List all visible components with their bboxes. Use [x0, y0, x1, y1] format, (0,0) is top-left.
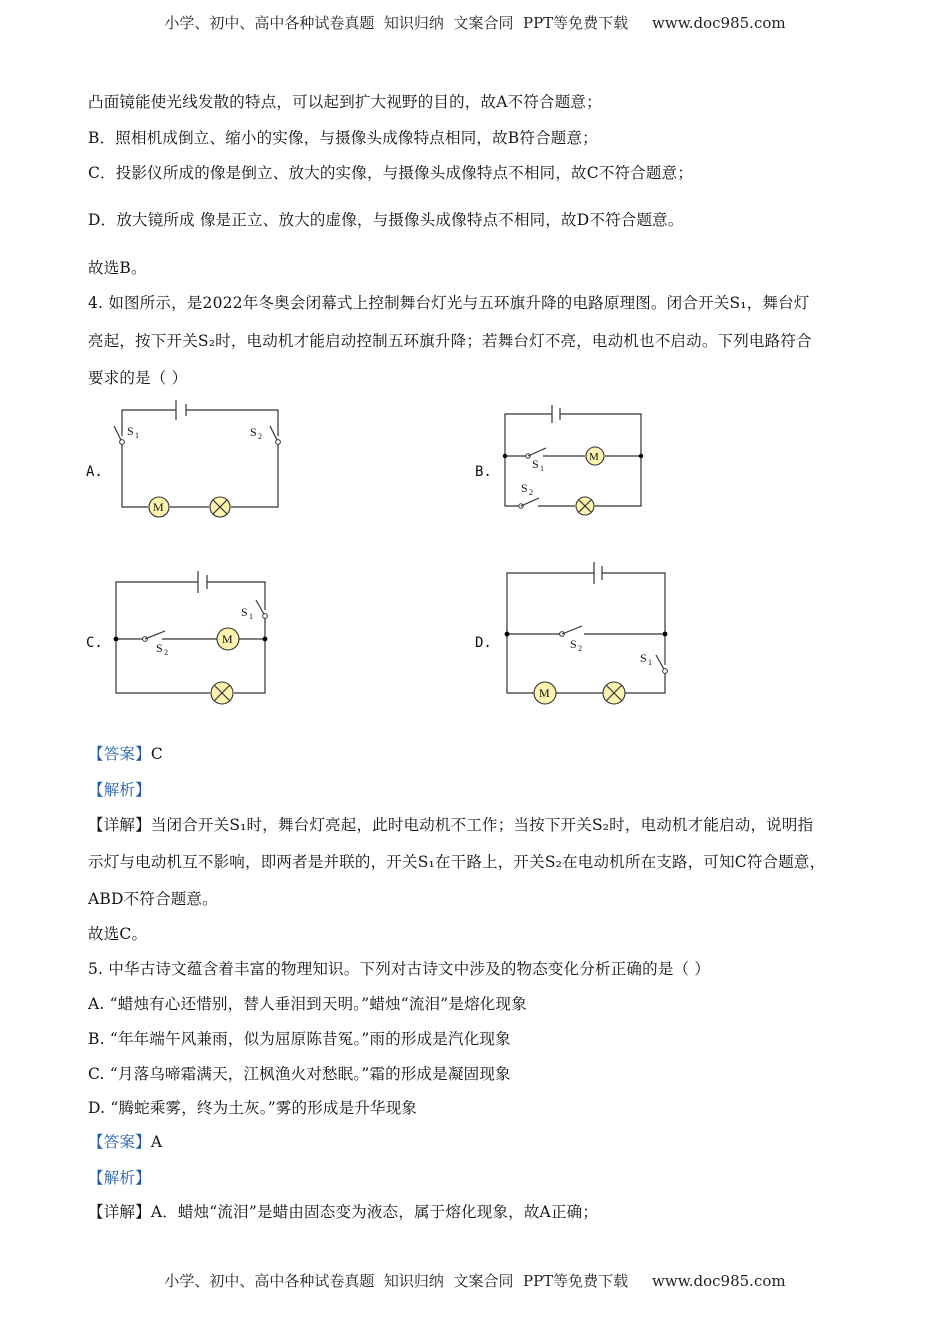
- page-footer: 小学、初中、高中各种试卷真题 知识归纳 文案合同 PPT等免费下载 www.doc985.com: [164, 1272, 786, 1290]
- circuit-d-motor: [534, 682, 556, 704]
- svg-text:S: S: [521, 481, 528, 495]
- svg-text:M: M: [222, 632, 233, 646]
- q5-option-a: A. “蜡烛有心还惜别，替人垂泪到天明。”蜡烛“流泪”是熔化现象: [88, 995, 527, 1013]
- q5-analysis-tag: 【解析】: [88, 1169, 151, 1187]
- svg-text:S: S: [532, 457, 539, 471]
- q3-line-3: C．投影仪所成的像是倒立、放大的实像，与摄像头成像特点不相同，故C不符合题意；: [88, 164, 694, 182]
- q4-detail-3: ABD不符合题意。: [88, 890, 218, 908]
- q5-option-c: C. “月落乌啼霜满天，江枫渔火对愁眠。”霜的形成是凝固现象: [88, 1065, 511, 1083]
- svg-text:1: 1: [648, 658, 652, 667]
- circuit-d-switch-s2: [560, 626, 582, 653]
- q5-answer-tag: 【答案】: [88, 1133, 151, 1151]
- q4-answer-tag: 【答案】: [88, 745, 151, 763]
- svg-text:1: 1: [540, 464, 544, 473]
- q3-choose: 故选B。: [88, 259, 147, 277]
- q3-line-2: B．照相机成倒立、缩小的实像，与摄像头成像特点相同，故B符合题意；: [88, 129, 598, 147]
- svg-text:M: M: [539, 686, 550, 700]
- q3-line-4: D．放大镜所成 像是正立、放大的虚像，与摄像头成像特点不相同，故D不符合题意。: [88, 211, 684, 229]
- q4-choose: 故选C。: [88, 925, 148, 943]
- svg-text:M: M: [153, 500, 164, 514]
- q5-option-b: B. “年年端午风兼雨，似为屈原陈昔冤。”雨的形成是汽化现象: [88, 1030, 511, 1048]
- svg-text:2: 2: [258, 432, 262, 441]
- q4-analysis-tag: 【解析】: [88, 781, 151, 799]
- svg-text:S: S: [127, 424, 134, 438]
- svg-text:S: S: [640, 651, 647, 665]
- q5-stem: 5. 中华古诗文蕴含着丰富的物理知识。下列对古诗文中涉及的物态变化分析正确的是（ ）: [88, 960, 711, 978]
- q4-stem-3: 要求的是（ ）: [88, 369, 188, 387]
- svg-text:S: S: [250, 425, 257, 439]
- q4-answer-value: C: [150, 745, 163, 763]
- svg-text:1: 1: [249, 612, 253, 621]
- svg-text:S: S: [156, 641, 163, 655]
- circuit-d-wires: [507, 562, 665, 693]
- circuit-d-switch-s1: [640, 651, 667, 673]
- svg-text:2: 2: [529, 488, 533, 497]
- q4-stem-1: 4. 如图所示，是2022年冬奥会闭幕式上控制舞台灯光与五环旗升降的电路原理图。闭合开关S₁，舞台灯: [88, 294, 810, 312]
- svg-text:2: 2: [164, 648, 168, 657]
- q5-detail-text-1: A．蜡烛“流泪”是蜡由固态变为液态，属于熔化现象，故A正确；: [150, 1203, 599, 1221]
- q4-detail-1: [88, 813, 813, 835]
- q4-stem-2: 亮起，按下开关S₂时，电动机才能启动控制五环旗升降；若舞台灯不亮，电动机也不启动。下列电路符合: [88, 332, 812, 350]
- option-a-label: A.: [86, 464, 103, 480]
- q4-detail-tag: 【详解】: [88, 816, 151, 834]
- option-b-label: B.: [475, 464, 492, 480]
- svg-text:2: 2: [578, 644, 582, 653]
- q5-answer-value: A: [150, 1133, 163, 1151]
- circuit-d-lamp: [603, 682, 625, 704]
- q3-line-1: 凸面镜能使光线发散的特点，可以起到扩大视野的目的，故A不符合题意；: [88, 93, 602, 111]
- q5-detail-1: [88, 1200, 598, 1222]
- option-c-label: C.: [86, 635, 103, 651]
- q4-answer: [88, 742, 163, 764]
- svg-text:S: S: [570, 637, 577, 651]
- q5-answer: [88, 1130, 162, 1152]
- svg-text:S: S: [241, 605, 248, 619]
- q5-detail-tag: 【详解】: [88, 1203, 151, 1221]
- svg-text:M: M: [589, 451, 599, 463]
- q4-detail-2: 示灯与电动机互不影响，即两者是并联的，开关S₁在干路上，开关S₂在电动机所在支路，可知C符合题意，: [88, 853, 826, 871]
- page-header: 小学、初中、高中各种试卷真题 知识归纳 文案合同 PPT等免费下载 www.doc985.com: [164, 14, 786, 32]
- svg-text:1: 1: [135, 431, 139, 440]
- q5-option-d: D. “腾蛇乘雾，终为土灰。”雾的形成是升华现象: [88, 1099, 418, 1117]
- q4-detail-text-1: 当闭合开关S₁时，舞台灯亮起，此时电动机不工作；当按下开关S₂时，电动机才能启动，说明指: [150, 816, 814, 834]
- option-d-label: D.: [475, 635, 492, 651]
